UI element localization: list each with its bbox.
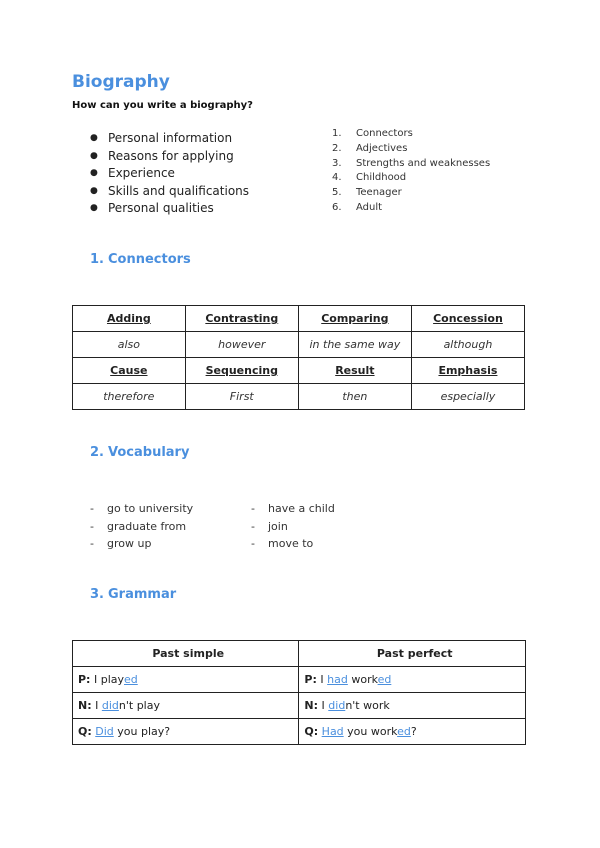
outline-number: 2. [332, 142, 342, 154]
vocabulary-list-left [90, 500, 193, 553]
section-heading-connectors [90, 252, 191, 267]
outline-number: 5. [332, 187, 342, 199]
list-item: - have a child [251, 502, 335, 515]
table-cell: P: I played [73, 667, 299, 693]
bullet-item: ● Personal qualities [90, 200, 249, 218]
table-row [73, 306, 525, 332]
outline-item [332, 142, 490, 157]
section-title: Connectors [108, 252, 191, 267]
bullet-item: ● Experience [90, 165, 249, 183]
table-cell: also [73, 332, 186, 358]
table-cell: however [185, 332, 298, 358]
section-number: 3. [90, 587, 104, 602]
table-row [73, 719, 526, 745]
outline-list [332, 127, 490, 216]
table-header-cell: Past perfect [299, 641, 526, 667]
outline-text: Childhood [356, 172, 407, 184]
section-title: Grammar [108, 587, 177, 602]
table-header-cell: Cause [73, 358, 186, 384]
outline-number: 6. [332, 201, 342, 213]
page-subtitle: How can you write a biography? [72, 100, 253, 111]
list-item: - grow up [90, 537, 152, 550]
table-cell: First [185, 384, 298, 410]
bullet-item: ● Skills and qualifications [90, 183, 249, 201]
table-cell: although [411, 332, 524, 358]
table-header-cell: Result [298, 358, 411, 384]
section-heading-grammar [90, 587, 176, 602]
table-header-cell: Concession [411, 306, 524, 332]
section-title: Vocabulary [108, 445, 190, 460]
outline-item [332, 186, 490, 201]
outline-text: Strengths and weaknesses [356, 157, 491, 169]
grammar-table [72, 640, 526, 745]
table-row [73, 332, 525, 358]
table-cell: Q: Had you worked? [299, 719, 526, 745]
outline-text: Connectors [356, 128, 413, 139]
bullet-list [90, 130, 249, 218]
table-row [73, 667, 526, 693]
table-cell: therefore [73, 384, 186, 410]
list-item: - move to [251, 537, 314, 550]
table-header-cell: Comparing [298, 306, 411, 332]
table-cell: then [298, 384, 411, 410]
table-row [73, 693, 526, 719]
table-cell: P: I had worked [299, 667, 526, 693]
page-title: Biography [72, 72, 170, 92]
vocabulary-list-right [251, 500, 335, 553]
table-header-cell: Contrasting [185, 306, 298, 332]
table-cell: Q: Did you play? [73, 719, 299, 745]
connectors-table [72, 305, 525, 410]
outline-item [332, 127, 490, 142]
outline-number: 4. [332, 172, 342, 184]
table-cell: N: I didn't play [73, 693, 299, 719]
table-header-cell: Past simple [73, 641, 299, 667]
outline-text: Adjectives [356, 142, 408, 154]
bullet-item: ● Reasons for applying [90, 148, 249, 166]
list-item: - join [251, 519, 288, 533]
section-number: 2. [90, 445, 104, 460]
table-cell: N: I didn't work [299, 693, 526, 719]
outline-text: Adult [356, 201, 383, 213]
table-cell: especially [411, 384, 524, 410]
outline-item [332, 171, 490, 186]
outline-number: 3. [332, 157, 342, 169]
table-row [73, 384, 525, 410]
bullet-item: ● Personal information [90, 130, 249, 148]
table-header-cell: Sequencing [185, 358, 298, 384]
table-row [73, 641, 526, 667]
table-cell: in the same way [298, 332, 411, 358]
list-item: - go to university [90, 502, 194, 515]
section-heading-vocabulary [90, 445, 189, 460]
section-number: 1. [90, 252, 104, 267]
table-row [73, 358, 525, 384]
list-item: - graduate from [90, 519, 187, 533]
outline-text: Teenager [356, 187, 402, 199]
outline-item [332, 157, 490, 172]
outline-item [332, 201, 490, 216]
table-header-cell: Adding [73, 306, 186, 332]
table-header-cell: Emphasis [411, 358, 524, 384]
outline-number: 1. [332, 128, 342, 139]
